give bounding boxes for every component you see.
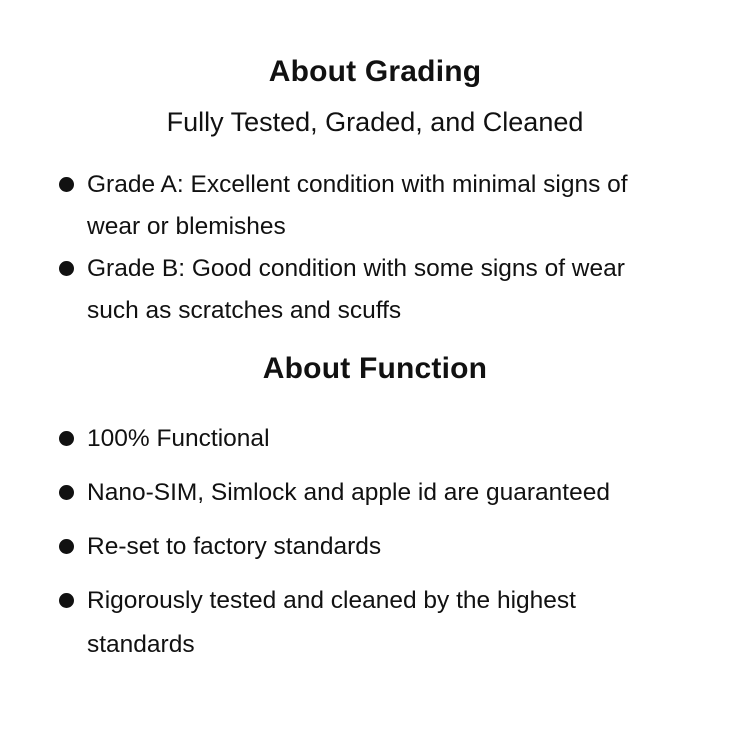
bullet-icon xyxy=(59,539,74,554)
bullet-icon xyxy=(59,593,74,608)
list-item-text: Nano-SIM, Simlock and apple id are guaranteed xyxy=(87,479,610,506)
bullet-icon xyxy=(59,261,74,276)
grading-subtitle: Fully Tested, Graded, and Cleaned xyxy=(166,107,584,137)
grading-heading: About Grading xyxy=(268,55,482,88)
list-item-text: Rigorously tested and cleaned by the highest standards xyxy=(87,587,576,658)
list-item xyxy=(59,417,645,461)
list-item xyxy=(59,248,645,332)
function-list xyxy=(59,417,645,667)
section-function xyxy=(0,351,750,667)
list-item xyxy=(59,579,645,667)
list-item-text: Re-set to factory standards xyxy=(87,533,382,560)
function-heading: About Function xyxy=(262,352,488,385)
list-item xyxy=(59,525,645,569)
list-item-text: 100% Functional xyxy=(87,425,270,452)
list-item xyxy=(59,471,645,515)
list-item-text: Grade A: Excellent condition with minimal signs of wear or blemishes xyxy=(87,171,628,240)
grading-list xyxy=(59,164,645,332)
list-item xyxy=(59,164,645,248)
bullet-icon xyxy=(59,485,74,500)
section-grading xyxy=(0,54,750,332)
bullet-icon xyxy=(59,431,74,446)
bullet-icon xyxy=(59,177,74,192)
list-item-text: Grade B: Good condition with some signs of wear such as scratches and scuffs xyxy=(87,255,625,324)
